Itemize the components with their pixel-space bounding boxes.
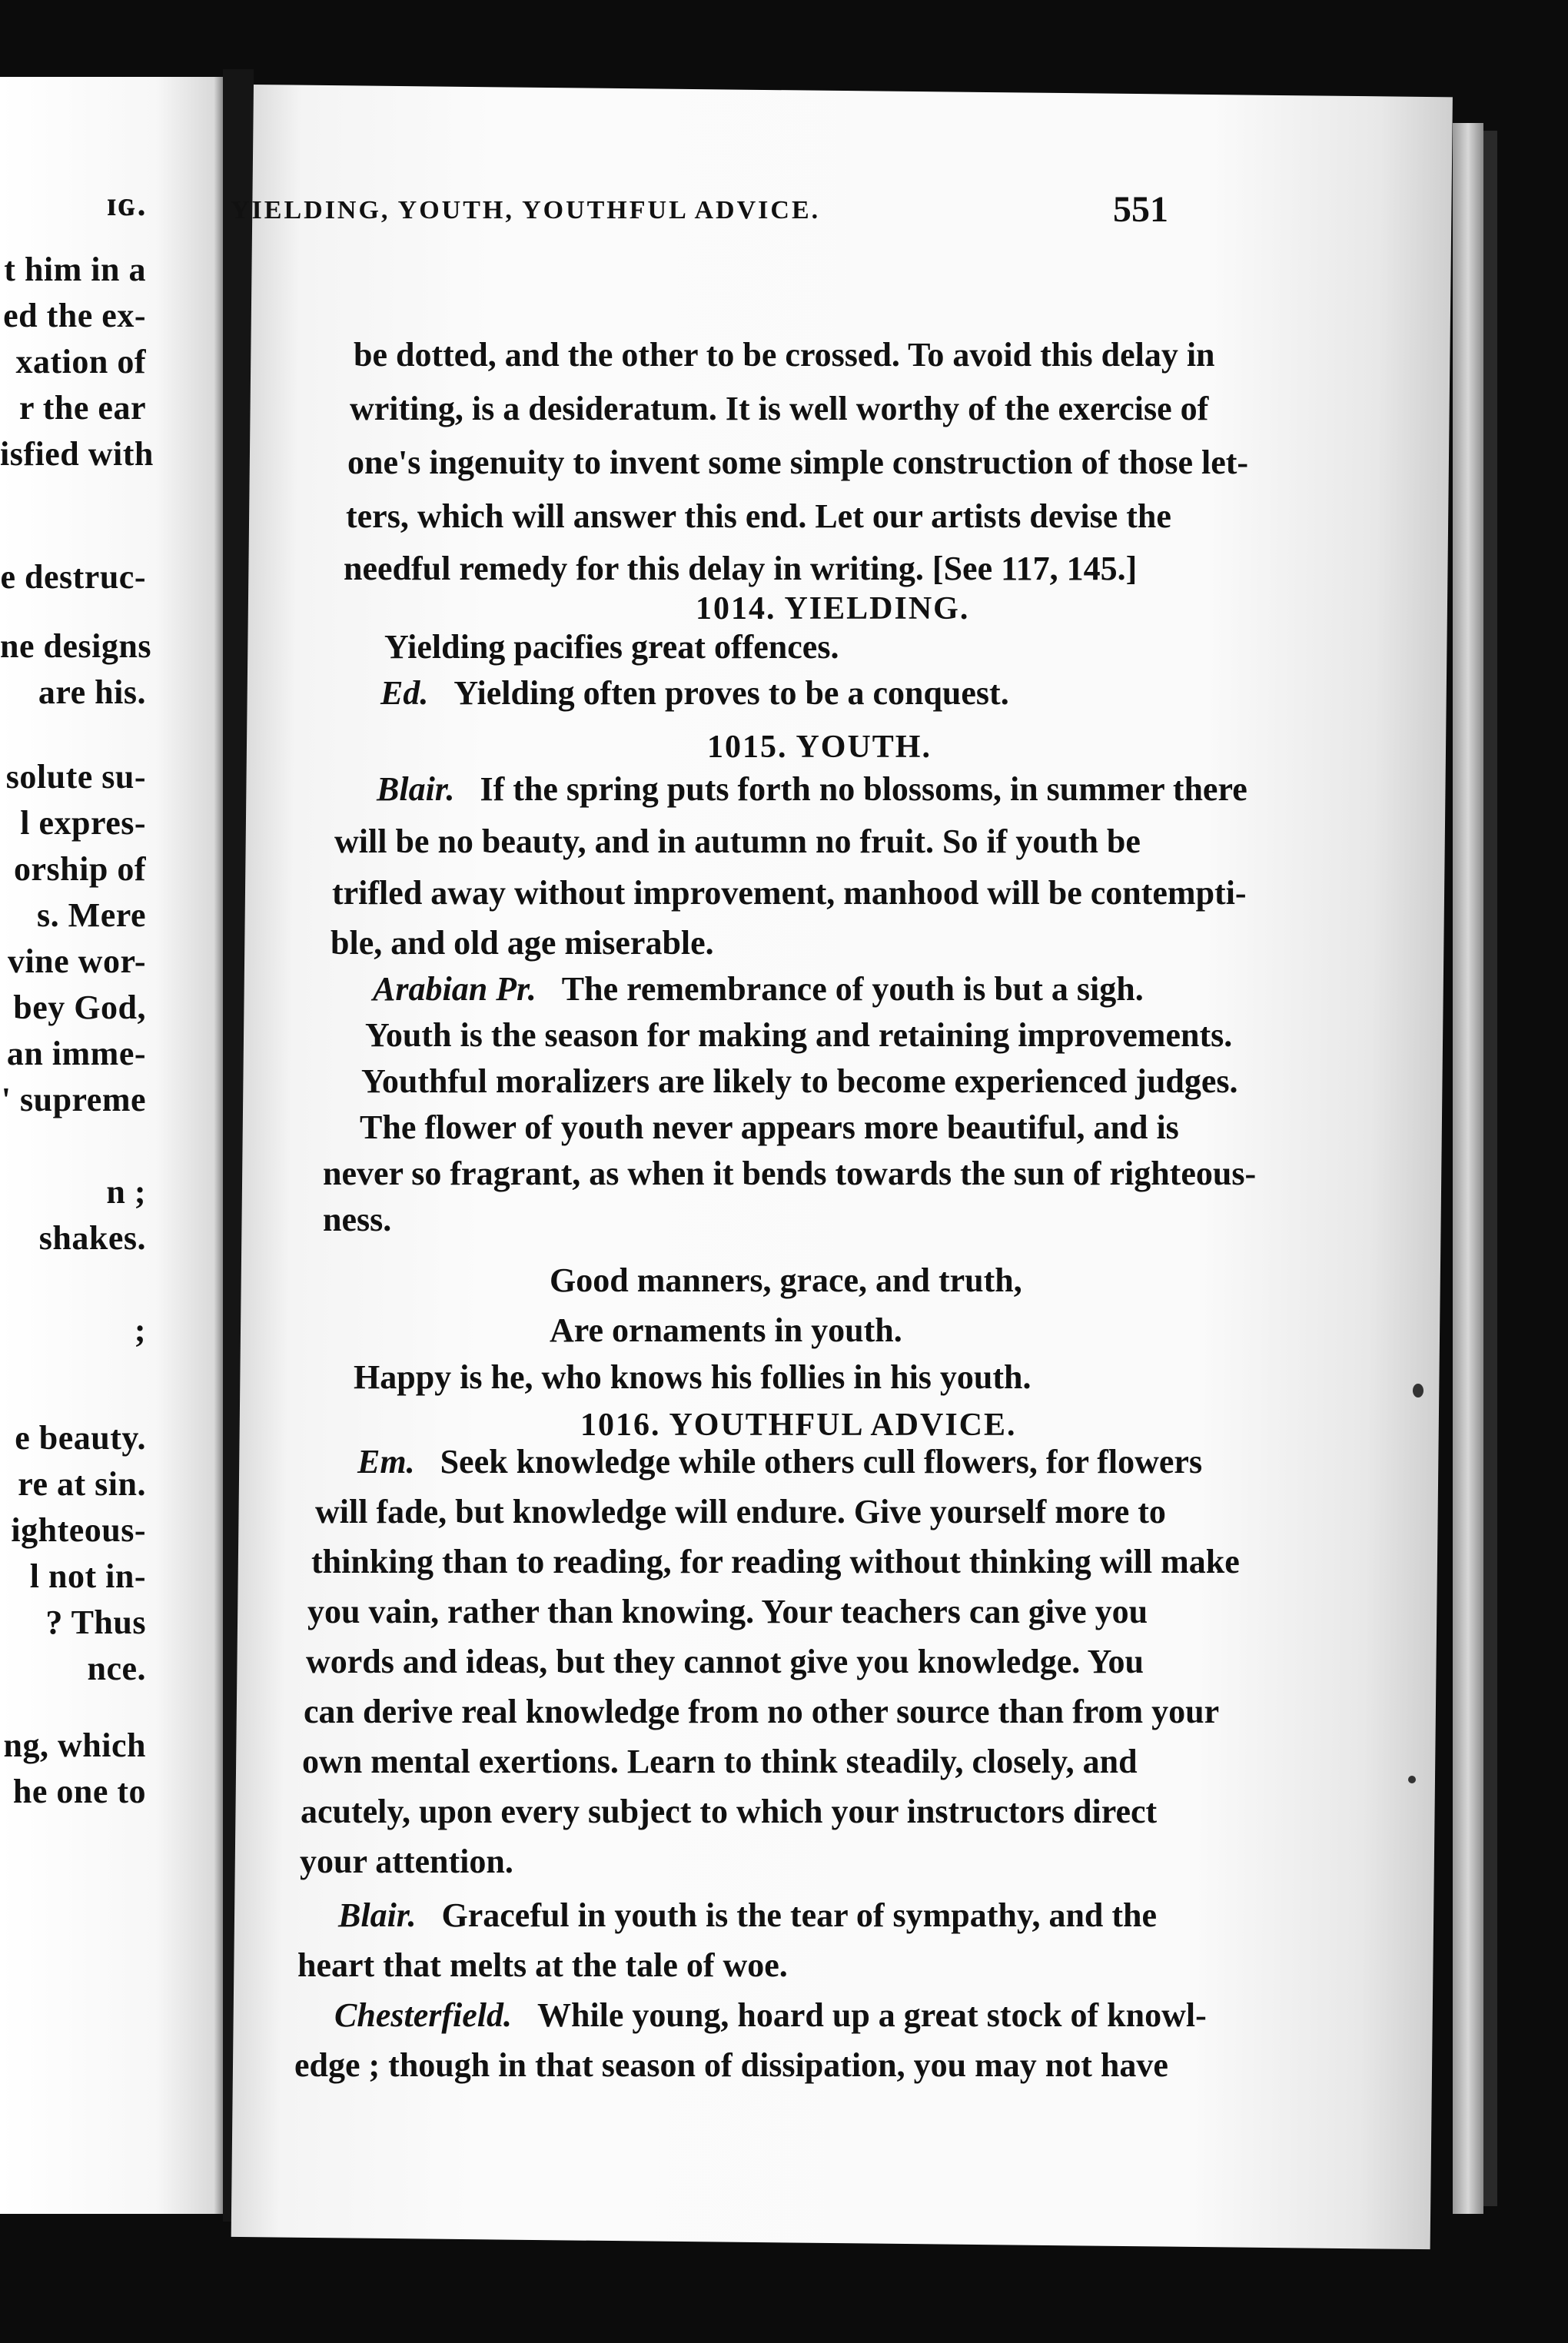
left-page-line: r the ear: [19, 389, 146, 427]
author-name: Chesterfield.: [334, 1996, 512, 2034]
left-page-line: e destruc-: [0, 558, 146, 596]
left-page-line: ;: [134, 1311, 146, 1349]
body-line: writing, is a desideratum. It is well worthy of the exercise of: [350, 390, 1209, 427]
body-line: [357, 1445, 1202, 1479]
body-line: Yielding pacifies great offences.: [384, 628, 839, 666]
left-page-line: are his.: [38, 673, 146, 711]
left-page-line: re at sin.: [18, 1465, 146, 1503]
left-page-line: ed the ex-: [3, 297, 146, 334]
body-line: will be no beauty, and in autumn no fruit. So if youth be: [334, 823, 1141, 860]
body-line: will fade, but knowledge will endure. Give yourself more to: [315, 1493, 1166, 1530]
body-line: thinking than to reading, for reading without thinking will make: [311, 1543, 1240, 1580]
body-line: needful remedy for this delay in writing. [See 117, 145.]: [344, 550, 1138, 587]
left-page-line: an imme-: [6, 1035, 146, 1072]
body-line: ble, and old age miserable.: [331, 924, 714, 962]
author-name: Arabian Pr.: [373, 970, 537, 1008]
left-page-line: s. Mere: [37, 896, 146, 934]
body-line: [377, 770, 1247, 808]
left-page-line: he one to: [12, 1773, 146, 1810]
body-line: trifled away without improvement, manhood will be contempti-: [332, 874, 1247, 912]
body-line: one's ingenuity to invent some simple construction of those let-: [347, 444, 1249, 481]
page-edge-shadow: [1483, 131, 1497, 2206]
left-page-line: ng, which: [3, 1727, 146, 1764]
quote-text: While young, hoard up a great stock of knowl-: [537, 1996, 1207, 2034]
page-edge: [1453, 123, 1483, 2214]
body-line: The flower of youth never appears more beautiful, and is: [360, 1108, 1179, 1146]
body-line: edge ; though in that season of dissipation, you may not have: [294, 2046, 1168, 2084]
body-line: Youth is the season for making and retaining improvements.: [365, 1016, 1233, 1054]
page-number: 551: [1113, 189, 1168, 230]
verse-line: Good manners, grace, and truth,: [550, 1261, 1022, 1299]
body-line: [373, 972, 1144, 1006]
body-line: words and ideas, but they cannot give you knowledge. You: [306, 1643, 1144, 1680]
body-line: [334, 1996, 1207, 2034]
section-heading-1014: 1014. YIELDING.: [696, 591, 970, 626]
body-line: [338, 1896, 1158, 1934]
body-line: ters, which will answer this end. Let our artists devise the: [346, 497, 1171, 535]
left-page-line: isfied with: [0, 435, 154, 473]
quote-text: Seek knowledge while others cull flowers, for flowers: [440, 1443, 1203, 1481]
author-name: Ed.: [380, 674, 429, 712]
quote-text: Graceful in youth is the tear of sympathy, and the: [441, 1896, 1158, 1934]
ink-speck: [1413, 1384, 1423, 1397]
verse-line: Are ornaments in youth.: [550, 1311, 902, 1349]
left-page-line: e beauty.: [15, 1419, 146, 1457]
quote-text: Yielding often proves to be a conquest.: [453, 674, 1009, 712]
left-page-line: solute su-: [5, 758, 146, 796]
body-line: heart that melts at the tale of woe.: [297, 1946, 788, 1984]
left-page-line: orship of: [14, 850, 146, 888]
body-line: ness.: [323, 1201, 392, 1238]
left-page-line: shakes.: [38, 1219, 146, 1257]
quote-text: If the spring puts forth no blossoms, in summer there: [480, 770, 1247, 808]
body-line: Youthful moralizers are likely to become experienced judges.: [361, 1062, 1238, 1100]
left-page-line: t him in a: [4, 251, 146, 288]
quote-text: The remembrance of youth is but a sigh.: [561, 970, 1144, 1008]
left-page-line: n ;: [106, 1173, 146, 1211]
left-page-line: l not in-: [29, 1557, 146, 1595]
left-facing-page: [0, 77, 223, 2214]
body-line: Happy is he, who knows his follies in his youth.: [354, 1358, 1031, 1396]
author-name: Em.: [357, 1443, 415, 1481]
left-page-line: xation of: [15, 343, 146, 381]
left-page-line: l expres-: [20, 804, 146, 842]
running-head: YIELDING, YOUTH, YOUTHFUL ADVICE.: [231, 196, 821, 224]
body-line: you vain, rather than knowing. Your teachers can give you: [307, 1593, 1148, 1630]
left-page-line: ne designs: [0, 627, 151, 665]
ink-speck: [1408, 1776, 1416, 1783]
left-page-line: ? Thus: [45, 1604, 146, 1641]
body-line: your attention.: [300, 1843, 513, 1880]
section-heading-1016: 1016. YOUTHFUL ADVICE.: [580, 1407, 1017, 1443]
left-page-line: nce.: [87, 1650, 146, 1687]
left-page-line: vine wor-: [7, 942, 146, 980]
section-heading-1015: 1015. YOUTH.: [707, 729, 932, 765]
page-header: [231, 189, 1168, 242]
body-line: own mental exertions. Learn to think steadily, closely, and: [302, 1743, 1138, 1780]
body-line: [380, 676, 1009, 710]
body-line: never so fragrant, as when it bends towards the sun of righteous-: [323, 1155, 1257, 1192]
left-page-line: ' supreme: [1, 1081, 146, 1118]
left-page-line: ighteous-: [11, 1511, 146, 1549]
left-page-line: bey God,: [13, 989, 146, 1026]
body-line: be dotted, and the other to be crossed. To avoid this delay in: [354, 336, 1215, 374]
author-name: Blair.: [338, 1896, 417, 1934]
left-page-line: ɪɢ.: [106, 185, 146, 223]
body-line: can derive real knowledge from no other source than from your: [304, 1693, 1220, 1730]
body-line: acutely, upon every subject to which your instructors direct: [301, 1793, 1158, 1830]
author-name: Blair.: [377, 770, 455, 808]
